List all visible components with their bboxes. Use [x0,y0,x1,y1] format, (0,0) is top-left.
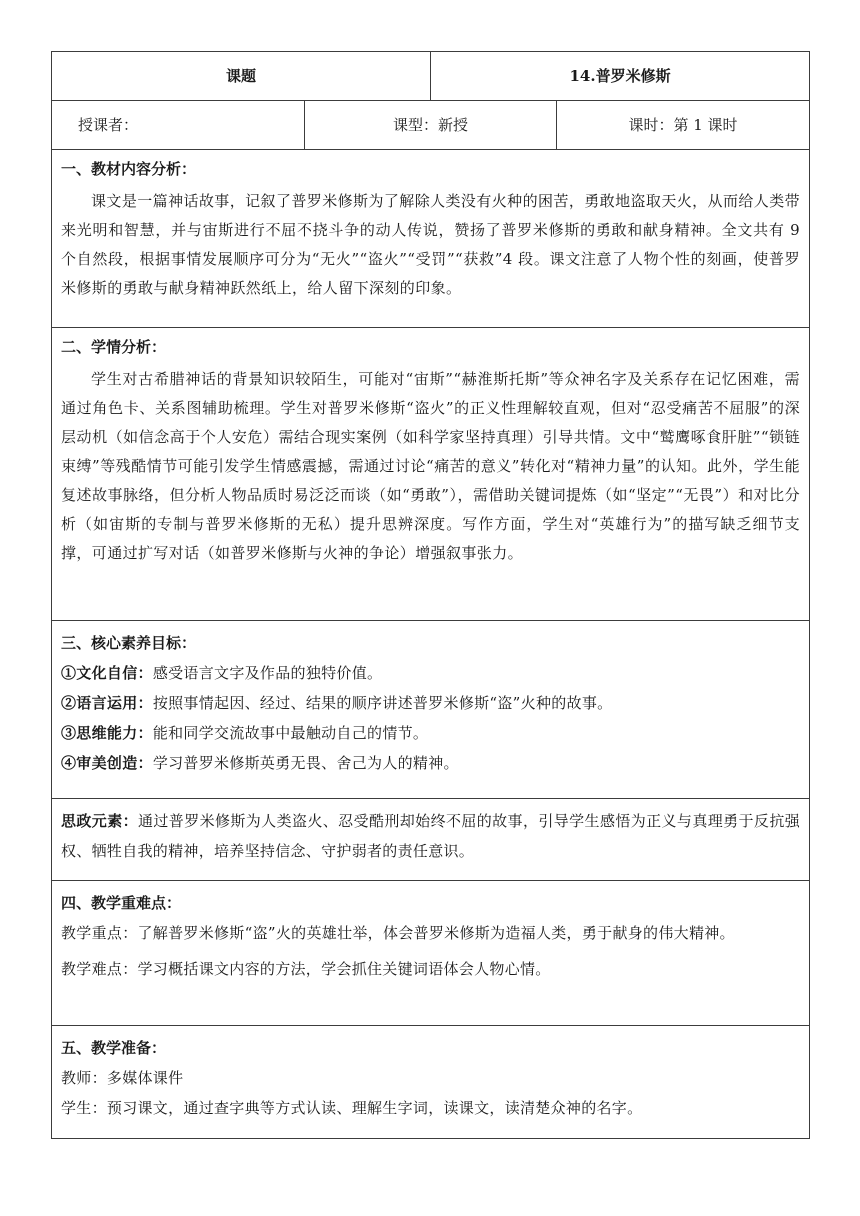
teaching-difficulty: 教学难点：学习概括课文内容的方法，学会抓住关键词语体会人物心情。 [61,960,551,978]
goal-label: ②语言运用： [61,694,153,712]
student-analysis-cell [52,328,810,621]
student-preparation: 学生：预习课文，通过查字典等方式认读、理解生字词，读课文，读清楚众神的名字。 [61,1099,643,1117]
ideology-paragraph [61,806,800,866]
ideology-row [52,799,810,881]
core-goals-row [52,621,810,799]
goal-item-language [61,688,800,718]
ideology-cell [52,799,810,881]
student-analysis-row [52,328,810,621]
lesson-period-cell: 课时：第 1 课时 [557,101,810,150]
goal-item-aesthetic [61,748,800,778]
core-goals-title: 三、核心素养目标： [61,634,197,652]
lesson-type-cell: 课型：新授 [305,101,557,150]
goal-item-culture [61,658,800,688]
goal-item-thinking [61,718,800,748]
material-analysis-row [52,150,810,328]
material-analysis-title: 一、教材内容分析： [61,160,197,178]
preparation-row [52,1026,810,1139]
goal-label: ④审美创造： [61,754,153,772]
goal-text: 感受语言文字及作品的独特价值。 [152,664,383,682]
topic-value: 14.普罗米修斯 [431,52,810,101]
lesson-plan-table [51,51,810,1139]
header-row [52,52,810,101]
ideology-label: 思政元素： [61,812,138,830]
topic-label: 课题 [52,52,431,101]
goal-label: ③思维能力： [61,724,153,742]
ideology-text: 通过普罗米修斯为人类盗火、忍受酷刑却始终不屈的故事，引导学生感悟为正义与真理勇于反抗强权、牺牲自我的精神，培养坚持信念、守护弱者的责任意识。 [61,812,801,860]
student-analysis-body: 学生对古希腊神话的背景知识较陌生，可能对“宙斯”“赫淮斯托斯”等众神名字及关系存在记忆困难，需通过角色卡、关系图辅助梳理。学生对普罗米修斯“盗火”的正义性理解较直观，但对“忍受痛苦不屈服”的深层动机（如信念高于个人安危）需结合现实案例（如科学家坚持真理）引导共情。文中“鹫鹰啄食肝脏”“锁链束缚”等残酷情节可能引发学生情感震撼，需通过讨论“痛苦的意义”转化对“精神力量”的认知。此外，学生能复述故事脉络，但分析人物品质时易泛泛而谈（如“勇敢”），需借助关键词提炼（如“坚定”“无畏”）和对比分析（如宙斯的专制与普罗米修斯的无私）提升思辨深度。写作方面，学生对“英雄行为”的描写缺乏细节支撑，可通过扩写对话（如普罗米修斯与火神的争论）增强叙事张力。 [61,370,801,562]
material-analysis-body: 课文是一篇神话故事，记叙了普罗米修斯为了解除人类没有火种的困苦，勇敢地盗取天火，从而给人类带来光明和智慧，并与宙斯进行不屈不挠斗争的动人传说，赞扬了普罗米修斯的勇敢和献身精神。全文共有 9 个自然段，根据事情发展顺序可分为“无火”“盗火”“受罚”“获救”4 段。课文注意了人物个性的刻画，使普罗米修斯的勇敢与献身精神跃然纸上，给人留下深刻的印象。 [61,192,801,297]
core-goals-cell [52,621,810,799]
key-points-row [52,881,810,1026]
key-points-title: 四、教学重难点： [61,894,182,912]
material-analysis-cell [52,150,810,328]
teacher-preparation: 教师：多媒体课件 [61,1069,184,1087]
preparation-title: 五、教学准备： [61,1039,167,1057]
key-points-cell [52,881,810,1026]
teacher-cell: 授课者： [52,101,305,150]
goal-text: 按照事情起因、经过、结果的顺序讲述普罗米修斯“盗”火种的故事。 [152,694,613,712]
goal-text: 学习普罗米修斯英勇无畏、舍己为人的精神。 [152,754,459,772]
student-analysis-title: 二、学情分析： [61,338,167,356]
goal-text: 能和同学交流故事中最触动自己的情节。 [152,724,429,742]
meta-row [52,101,810,150]
goal-label: ①文化自信： [61,664,153,682]
teaching-focus: 教学重点：了解普罗米修斯“盗”火的英雄壮举，体会普罗米修斯为造福人类，勇于献身的伟大精神。 [61,924,735,942]
preparation-cell [52,1026,810,1139]
